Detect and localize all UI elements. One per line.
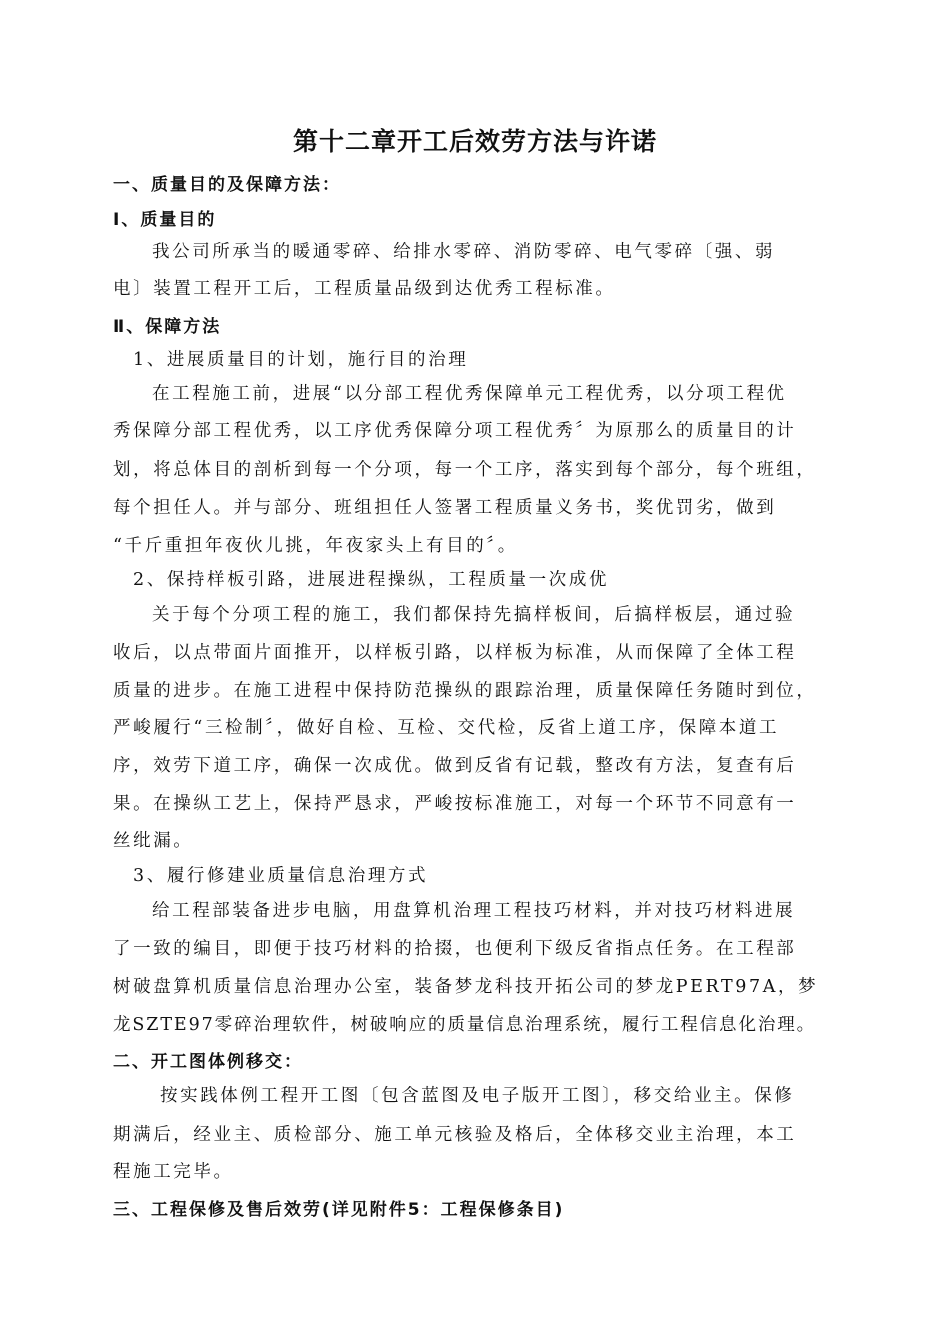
paragraph-line: 按实践体例工程开工图〔包含蓝图及电子版开工图〕，移交给业主。保修 <box>160 1086 795 1106</box>
paragraph-line: 划，将总体目的剖析到每一个分项，每一个工序，落实到每个部分，每个班组， <box>113 460 817 480</box>
paragraph-line: 在工程施工前，进展“以分部工程优秀保障单元工程优秀，以分项工程优 <box>152 384 787 404</box>
list-item-heading: 1、进展质量目的计划，施行目的治理 <box>133 350 469 370</box>
paragraph-line: 质量的进步。在施工进程中保持防范操纵的跟踪治理，质量保障任务随时到位， <box>113 681 817 701</box>
section-heading-1: 一、质量目的及保障方法： <box>113 175 341 195</box>
section-heading-3: 三、工程保修及售后效劳(详见附件5：工程保修条目) <box>113 1200 565 1220</box>
subsection-heading-quality-goal: Ⅰ、质量目的 <box>113 210 217 230</box>
paragraph-line: 树破盘算机质量信息治理办公室，装备梦龙科技开拓公司的梦龙PERT97A，梦 <box>113 977 819 997</box>
paragraph-line: 期满后，经业主、质检部分、施工单元核验及格后，全体移交业主治理，本工 <box>113 1125 797 1145</box>
paragraph-line: 序，效劳下道工序，确保一次成优。做到反省有记载，整改有方法，复查有后 <box>113 756 797 776</box>
list-item-heading: 3、履行修建业质量信息治理方式 <box>133 866 429 886</box>
paragraph-line: 每个担任人。并与部分、班组担任人签署工程质量义务书，奖优罚劣，做到 <box>113 498 777 518</box>
paragraph-line: 我公司所承当的暖通零碎、给排水零碎、消防零碎、电气零碎〔强、弱 <box>152 242 776 262</box>
paragraph-line: “千斤重担年夜伙儿挑，年夜家头上有目的〞。 <box>113 536 518 556</box>
paragraph-line: 丝纰漏。 <box>113 831 194 851</box>
paragraph-line: 龙SZTE97零碎治理软件，树破响应的质量信息治理系统，履行工程信息化治理。 <box>113 1015 817 1035</box>
paragraph-line: 收后，以点带面片面推开，以样板引路，以样板为标准，从而保障了全体工程 <box>113 643 797 663</box>
page-title: 第十二章开工后效劳方法与许诺 <box>292 127 657 156</box>
paragraph-line: 了一致的编目，即便于技巧材料的拾掇，也便利下级反省指点任务。在工程部 <box>113 939 797 959</box>
paragraph-line: 秀保障分部工程优秀，以工序优秀保障分项工程优秀〞为原那么的质量目的计 <box>113 421 797 441</box>
section-heading-2: 二、开工图体例移交： <box>113 1052 303 1072</box>
subsection-heading-measures: Ⅱ、保障方法 <box>113 317 222 337</box>
paragraph-line: 关于每个分项工程的施工，我们都保持先搞样板间，后搞样板层，通过验 <box>152 605 796 625</box>
list-item-heading: 2、保持样板引路，进展进程操纵，工程质量一次成优 <box>133 570 610 590</box>
paragraph-line: 果。在操纵工艺上，保持严恳求，严峻按标准施工，对每一个环节不同意有一 <box>113 794 797 814</box>
paragraph-line: 给工程部装备进步电脑，用盘算机治理工程技巧材料，并对技巧材料进展 <box>152 901 796 921</box>
paragraph-line: 程施工完毕。 <box>113 1162 234 1182</box>
paragraph-line: 严峻履行“三检制〞，做好自检、互检、交代检，反省上道工序，保障本道工 <box>113 718 780 738</box>
paragraph-line: 电〕装置工程开工后，工程质量品级到达优秀工程标准。 <box>113 279 616 299</box>
